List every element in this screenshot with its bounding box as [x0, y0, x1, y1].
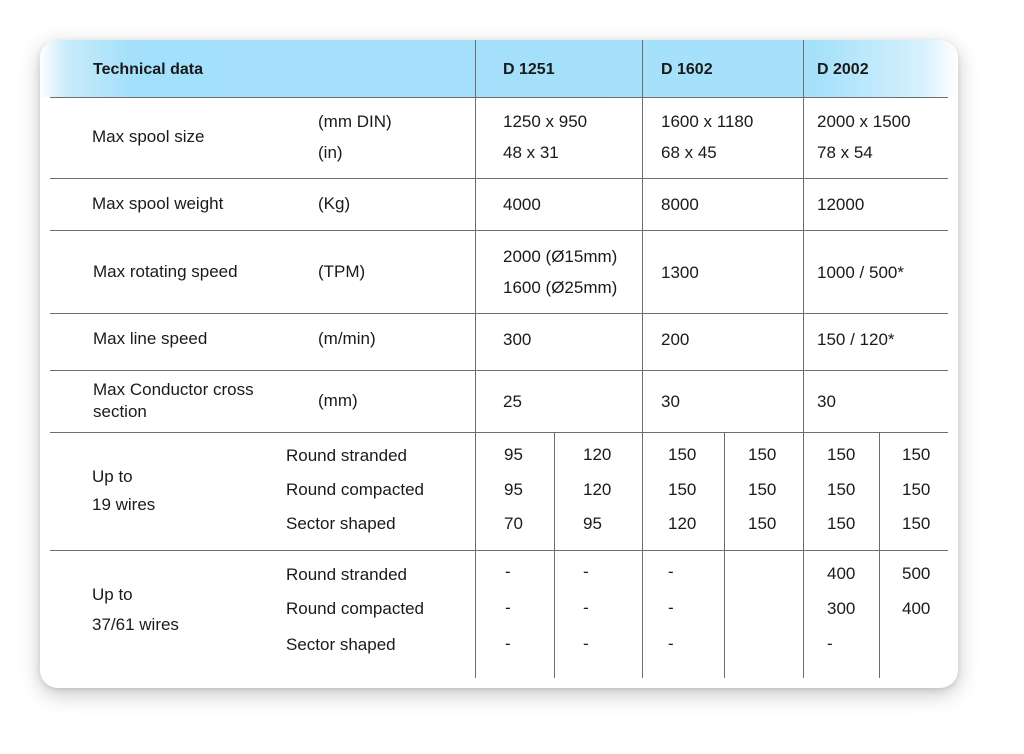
cell-value: 500	[902, 564, 931, 583]
cell-value: 1000 / 500*	[817, 263, 904, 282]
model-header-d2002: D 2002	[817, 61, 869, 78]
row-label-19-wires-line1: Up to	[92, 467, 133, 486]
cell-value: 30	[661, 392, 680, 411]
cell-value: 400	[902, 599, 931, 618]
column-divider	[642, 40, 643, 678]
cell-value: 95	[504, 445, 523, 464]
conductor-type-label: Sector shaped	[286, 635, 396, 654]
cell-value: -	[505, 634, 511, 653]
cell-value: -	[668, 634, 674, 653]
row-divider	[50, 370, 948, 371]
cell-value: 150	[827, 480, 856, 499]
row-label-line-speed: Max line speed	[93, 329, 208, 348]
conductor-type-label: Round compacted	[286, 599, 424, 618]
cell-value: 78 x 54	[817, 143, 873, 162]
cell-value: 1300	[661, 263, 699, 282]
cell-value: 150	[748, 514, 777, 533]
cell-value: 25	[503, 392, 522, 411]
cell-value: 150 / 120*	[817, 330, 895, 349]
conductor-type-label: Round stranded	[286, 446, 407, 465]
technical-data-card	[40, 40, 958, 688]
cell-value: 150	[902, 445, 931, 464]
row-divider	[50, 313, 948, 314]
row-label-rotating-speed: Max rotating speed	[93, 262, 238, 281]
row-divider	[50, 178, 948, 179]
unit-label: (in)	[318, 143, 343, 162]
column-divider	[475, 40, 476, 678]
unit-label: (mm)	[318, 391, 358, 410]
row-divider	[50, 432, 948, 433]
cell-value: -	[505, 598, 511, 617]
cell-value: 68 x 45	[661, 143, 717, 162]
cell-value: 120	[583, 480, 612, 499]
cell-value: 95	[504, 480, 523, 499]
row-divider	[50, 550, 948, 551]
cell-value: 150	[748, 445, 777, 464]
cell-value: 48 x 31	[503, 143, 559, 162]
row-label-conductor-line2: section	[93, 402, 147, 421]
cell-value: 1250 x 950	[503, 112, 588, 131]
row-label-conductor-line1: Max Conductor cross	[93, 380, 254, 399]
cell-value: 4000	[503, 195, 541, 214]
row-divider	[50, 230, 948, 231]
cell-value: 150	[748, 480, 777, 499]
cell-value: 200	[661, 330, 690, 349]
row-label-37-wires-line1: Up to	[92, 585, 133, 604]
unit-label: (Kg)	[318, 194, 351, 213]
cell-value: 120	[583, 445, 612, 464]
cell-value: -	[583, 562, 589, 581]
row-label-spool-weight: Max spool weight	[92, 194, 224, 213]
table-title: Technical data	[93, 61, 203, 78]
cell-value: -	[668, 562, 674, 581]
row-label-19-wires-line2: 19 wires	[92, 495, 156, 514]
cell-value: 400	[827, 564, 856, 583]
cell-value: 8000	[661, 195, 699, 214]
cell-value: 150	[668, 480, 697, 499]
row-divider	[50, 97, 948, 98]
row-label-spool-size: Max spool size	[92, 127, 205, 146]
sub-column-divider	[554, 432, 555, 678]
cell-value: 95	[583, 514, 602, 533]
unit-label: (TPM)	[318, 262, 366, 281]
conductor-type-label: Sector shaped	[286, 514, 396, 533]
sub-column-divider	[724, 432, 725, 678]
conductor-type-label: Round stranded	[286, 565, 407, 584]
cell-value: 150	[668, 445, 697, 464]
cell-value: -	[583, 598, 589, 617]
cell-value: 120	[668, 514, 697, 533]
cell-value: -	[827, 634, 833, 653]
cell-value: 300	[503, 330, 532, 349]
cell-value: 1600 (Ø25mm)	[503, 278, 618, 297]
cell-value: 12000	[817, 195, 865, 214]
model-header-d1602: D 1602	[661, 61, 713, 78]
cell-value: 150	[827, 445, 856, 464]
unit-label: (m/min)	[318, 329, 376, 348]
column-divider	[803, 40, 804, 678]
conductor-type-label: Round compacted	[286, 480, 424, 499]
model-header-d1251: D 1251	[503, 61, 555, 78]
cell-value: -	[668, 598, 674, 617]
sub-column-divider	[879, 432, 880, 678]
cell-value: 2000 (Ø15mm)	[503, 247, 618, 266]
row-label-37-wires-line2: 37/61 wires	[92, 615, 179, 634]
cell-value: 150	[902, 514, 931, 533]
cell-value: 30	[817, 392, 836, 411]
cell-value: 150	[902, 480, 931, 499]
cell-value: 70	[504, 514, 523, 533]
cell-value: -	[583, 634, 589, 653]
cell-value: 1600 x 1180	[661, 112, 754, 131]
cell-value: 2000 x 1500	[817, 112, 911, 131]
cell-value: 300	[827, 599, 856, 618]
unit-label: (mm DIN)	[318, 112, 392, 131]
cell-value: 150	[827, 514, 856, 533]
cell-value: -	[505, 562, 511, 581]
